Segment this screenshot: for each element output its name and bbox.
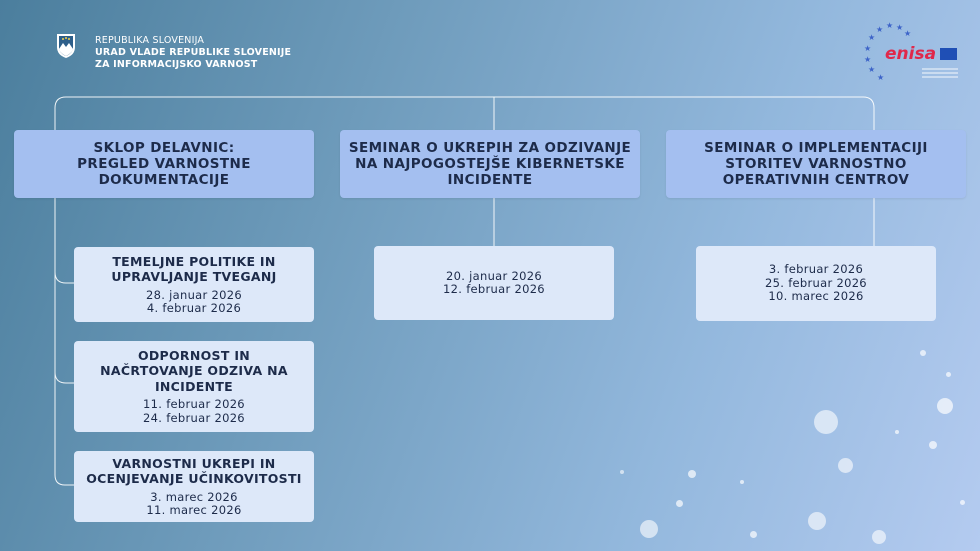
workshop-card-resilience <box>74 341 314 432</box>
svg-text:★: ★ <box>896 23 904 32</box>
svg-text:★: ★ <box>868 65 876 74</box>
svg-text:★: ★ <box>868 33 876 42</box>
svg-text:★: ★ <box>876 25 884 34</box>
seminar-dates-card-soc <box>696 246 936 321</box>
header-line-3: ZA INFORMACIJSKO VARNOST <box>95 59 258 70</box>
header-line-1: REPUBLIKA SLOVENIJA <box>95 35 205 46</box>
workshop-card-measures <box>74 451 314 522</box>
svg-text:★: ★ <box>877 73 885 82</box>
header-line-2: URAD VLADE REPUBLIKE SLOVENIJE <box>95 47 292 58</box>
workshop-title: TEMELJNE POLITIKE IN UPRAVLJANJE TVEGANJ <box>111 253 277 284</box>
workshop-date: 11. februar 2026 <box>143 397 245 412</box>
enisa-wordmark: enisa <box>885 44 937 64</box>
seminar-date: 25. februar 2026 <box>765 275 867 290</box>
svg-text:★: ★ <box>864 55 872 64</box>
category-title: SEMINAR O IMPLEMENTACIJI STORITEV VARNOSTNO OPERATIVNIH CENTROV <box>704 140 928 188</box>
seminar-date: 12. februar 2026 <box>443 282 545 296</box>
workshop-date: 28. januar 2026 <box>146 287 242 302</box>
seminar-date: 3. februar 2026 <box>768 262 864 277</box>
seminar-date: 20. januar 2026 <box>446 268 542 283</box>
workshop-date: 4. februar 2026 <box>146 301 242 315</box>
seminar-date: 10. marec 2026 <box>768 289 864 304</box>
category-box-workshops <box>14 130 314 198</box>
workshop-title: VARNOSTNI UKREPI IN OCENJEVANJE UČINKOVITOSTI <box>86 455 302 486</box>
svg-text:★: ★ <box>886 22 894 30</box>
workshop-date: 11. marec 2026 <box>146 503 242 517</box>
category-title: SKLOP DELAVNIC: PREGLED VARNOSTNE DOKUMENTACIJE <box>77 140 251 188</box>
workshop-title: ODPORNOST IN NAČRTOVANJE ODZIVA NA INCIDENTE <box>100 347 288 394</box>
category-box-soc-seminar <box>666 130 966 198</box>
workshop-date: 24. februar 2026 <box>143 410 245 425</box>
workshop-card-policies <box>74 247 314 322</box>
svg-text:★: ★ <box>904 29 912 38</box>
svg-text:★: ★ <box>864 44 872 53</box>
category-box-incident-seminar <box>340 130 640 198</box>
workshop-date: 3. marec 2026 <box>150 489 238 504</box>
category-title: SEMINAR O UKREPIH ZA ODZIVANJE NA NAJPOGOSTEJŠE KIBERNETSKE INCIDENTE <box>348 140 632 188</box>
seminar-dates-card-incidents <box>374 246 614 320</box>
